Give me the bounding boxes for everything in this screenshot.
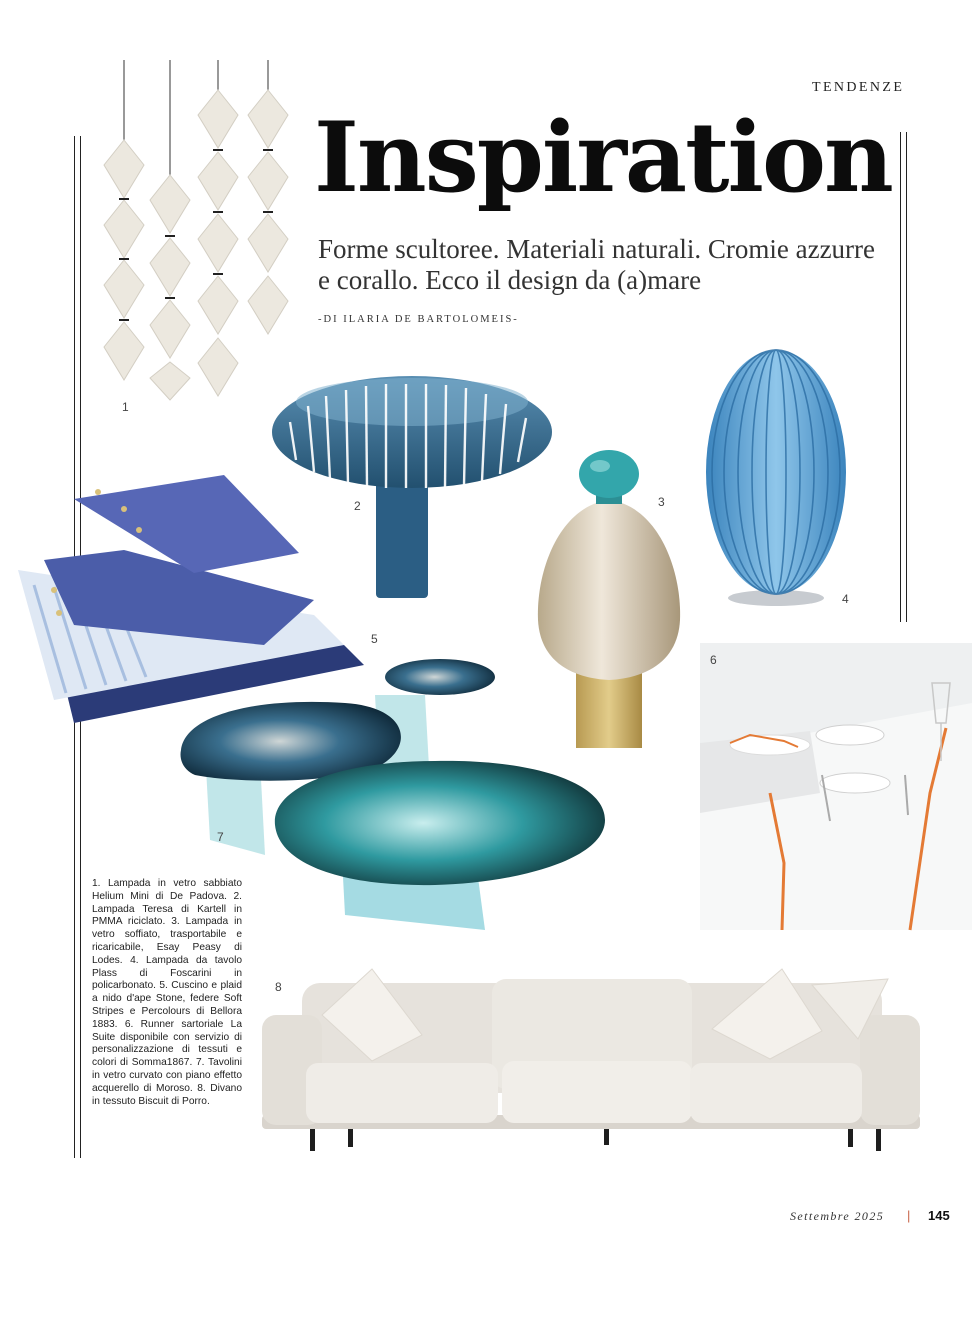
product-number-6: 6: [710, 653, 717, 667]
product-number-5: 5: [371, 632, 378, 646]
ribbed-table-lamp-illustration: [700, 342, 850, 608]
product-number-8: 8: [275, 980, 282, 994]
footer-separator: |: [907, 1208, 911, 1223]
right-rule: [900, 132, 901, 622]
page-number: 145: [928, 1208, 950, 1223]
product-number-2: 2: [354, 499, 361, 513]
page-subtitle: Forme scultoree. Materiali naturali. Cromie azzurre e corallo. Ecco il design da (a)mare: [318, 234, 876, 295]
footer-month: Settembre 2025: [790, 1209, 885, 1223]
table-runner-photo: [700, 643, 972, 930]
product-number-7: 7: [217, 830, 224, 844]
product-caption: 1. Lampada in vetro sabbiato Helium Mini di De Padova. 2. Lampada Teresa di Kartell in PMMA riciclato. 3. Lampada in vetro soffiato, trasportabile e ricaricabile, Esay Peasy di Lodes. 4. Lampada da tavolo Plass di Foscarini in policarbonato. 5. Cuscino e plaid a nido d'ape Stone, federe Soft Stripes e Percolours di Bellora 1883. 6. Runner sartoriale La Suite disponibile con servizio di personalizzazione di tessuti e colori di Somma1867. 7. Tavolini in vetro curvato con piano effetto acquerello di Moroso. 8. Divano in tessuto Biscuit di Porro.: [92, 878, 242, 1107]
pendant-lamp-illustration: [100, 60, 300, 405]
product-number-1: 1: [122, 400, 129, 414]
coffee-tables-illustration: [175, 655, 675, 935]
sofa-illustration: [262, 965, 922, 1155]
product-number-3: 3: [658, 495, 665, 509]
product-number-4: 4: [842, 592, 849, 606]
right-rule-inner: [906, 132, 907, 622]
page-title: Inspiration: [314, 101, 892, 214]
section-label: TENDENZE: [812, 80, 905, 95]
byline: -DI ILARIA DE BARTOLOMEIS-: [318, 314, 519, 325]
